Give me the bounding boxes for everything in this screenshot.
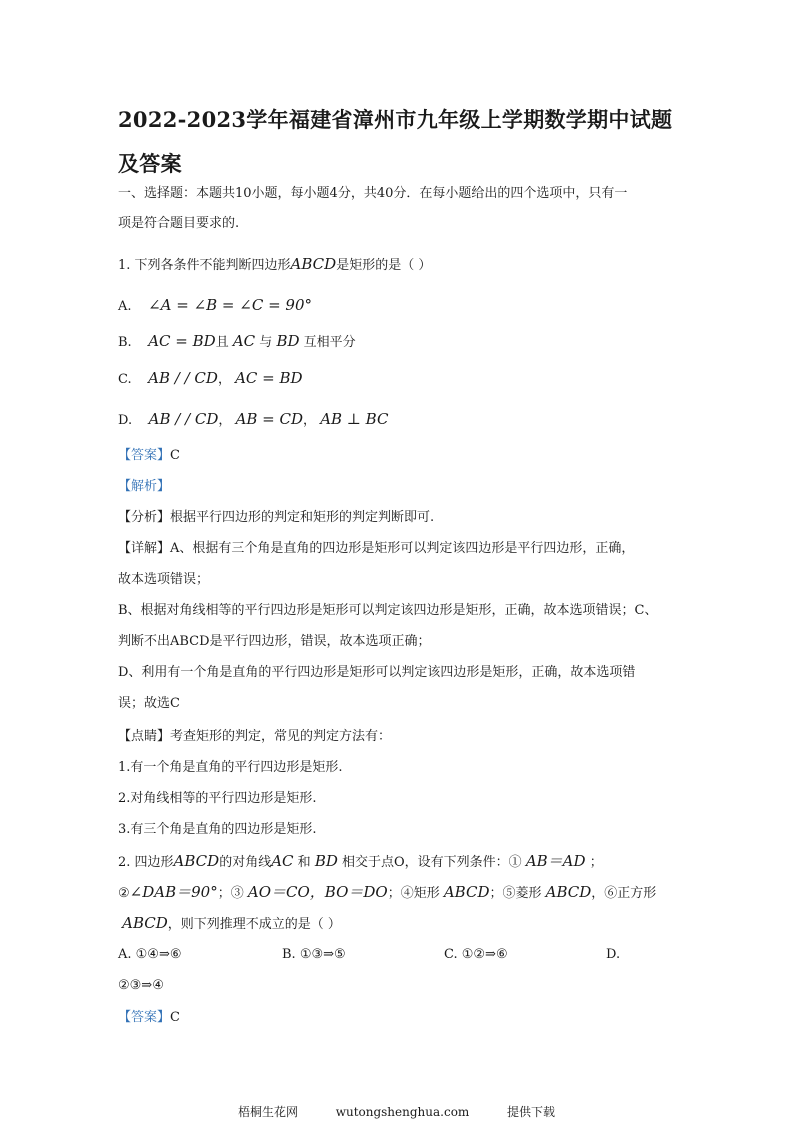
option-math: BD <box>276 332 300 350</box>
q1-detail-1 <box>118 539 634 559</box>
stem-math: ABCD <box>545 883 592 901</box>
q1-option-d <box>118 409 388 431</box>
q2-option-d: D. <box>606 947 621 962</box>
q1-fenxi <box>118 508 434 528</box>
stem-math: AC <box>271 852 294 870</box>
option-math: AB ⊥ BC <box>320 410 389 428</box>
stem-text: ；⑤菱形 <box>489 886 542 901</box>
q2-option-a: A. ①④⇒⑥ <box>118 947 182 962</box>
page-title: 2022-2023学年福建省漳州市九年级上学期数学期中试题及答案 <box>118 107 673 176</box>
stem-text: ； <box>589 855 603 870</box>
stem-math: ABCD <box>443 883 490 901</box>
q1-stem-text: 1. 下列各条件不能判断四边形 <box>118 258 291 273</box>
option-math: AB = CD <box>235 410 304 428</box>
option-math: AB / / CD <box>148 410 219 428</box>
option-text: 与 <box>259 335 273 350</box>
stem-math: BD <box>314 852 338 870</box>
option-label: D. <box>118 413 133 428</box>
q1-analysis-tag: 【解析】 <box>118 479 171 494</box>
option-text: 互相平分 <box>303 335 356 350</box>
answer-value: C <box>170 448 180 463</box>
q2-stem-line-3 <box>118 913 341 935</box>
stem-math: AB＝AD <box>525 852 586 870</box>
q1-detail-6: 误；故选C <box>118 696 180 711</box>
stem-text: 2. 四边形 <box>118 855 174 870</box>
q1-stem-text-end: 是矩形的是（ ） <box>336 258 432 273</box>
q2-option-c: C. ①②⇒⑥ <box>444 947 508 962</box>
stem-text: 和 <box>297 855 311 870</box>
option-text: ， <box>217 372 231 387</box>
dianjing-text: 考查矩形的判定，常见的判定方法有： <box>170 729 392 744</box>
option-math: AC <box>232 332 256 350</box>
q1-option-b <box>118 331 356 353</box>
q2-stem-line-2 <box>118 882 656 904</box>
stem-text: ；③ <box>217 886 244 901</box>
page-footer <box>0 1103 793 1120</box>
option-text: ， <box>218 413 232 428</box>
detail-text: A、根据有三个角是直角的四边形是矩形可以判定该四边形是平行四边形，正确， <box>170 541 635 556</box>
q1-method-3: 3.有三个角是直角的四边形是矩形. <box>118 822 317 837</box>
q1-method-2: 2.对角线相等的平行四边形是矩形. <box>118 791 317 806</box>
q1-option-c <box>118 368 303 390</box>
answer-value: C <box>170 1010 180 1025</box>
footer-site-url[interactable]: wutongshenghua.com <box>335 1105 470 1119</box>
q1-detail-2: 故本选项错误； <box>118 572 210 587</box>
fenxi-text: 根据平行四边形的判定和矩形的判定判断即可. <box>170 510 435 525</box>
q2-stem-line-1 <box>118 851 603 873</box>
stem-text: ；④矩形 <box>387 886 440 901</box>
stem-text: 相交于点O，设有下列条件：① <box>342 855 522 870</box>
answer-tag: 【答案】 <box>118 1010 171 1025</box>
q1-detail-4: 判断不出ABCD是平行四边形，错误，故本选项正确； <box>118 634 431 649</box>
stem-math: ABCD <box>122 914 168 932</box>
option-label: C. <box>118 372 132 387</box>
q1-stem <box>118 254 431 276</box>
fenxi-tag: 【分析】 <box>118 510 171 525</box>
stem-math: ABCD <box>173 852 220 870</box>
q1-dianjing <box>118 727 391 747</box>
footer-note: 提供下载 <box>506 1105 555 1119</box>
option-label: B. <box>118 335 132 350</box>
stem-text: ② <box>118 886 130 901</box>
stem-text: 的对角线 <box>219 855 272 870</box>
stem-math: AO＝CO，BO＝DO <box>247 883 388 901</box>
dianjing-tag: 【点睛】 <box>118 729 171 744</box>
q1-method-1: 1.有一个角是直角的平行四边形是矩形. <box>118 760 343 775</box>
option-math: AC = BD <box>235 369 303 387</box>
stem-text: ，则下列推理不成立的是（ ） <box>167 917 341 932</box>
q2-option-b: B. ①③⇒⑤ <box>282 947 346 962</box>
option-math: AB / / CD <box>148 369 218 387</box>
option-math: AC = BD <box>148 332 216 350</box>
answer-tag: 【答案】 <box>118 448 171 463</box>
q1-option-a <box>118 295 312 317</box>
option-math: ∠A = ∠B = ∠C = 90° <box>148 296 313 314</box>
q2-option-d-content: ②③⇒④ <box>118 978 164 993</box>
q2-answer <box>118 1008 180 1028</box>
option-text: 且 <box>215 335 229 350</box>
q1-detail-3: B、根据对角线相等的平行四边形是矩形可以判定该四边形是矩形，正确，故本选项错误；C、 <box>118 603 658 618</box>
stem-math: ∠DAB＝90° <box>129 883 218 901</box>
section-intro-line-1: 一、选择题：本题共10小题，每小题4分，共40分．在每小题给出的四个选项中，只有一 <box>118 186 628 201</box>
option-label: A. <box>118 299 132 314</box>
footer-site-name: 梧桐生花网 <box>238 1105 299 1119</box>
option-text: ， <box>303 413 317 428</box>
q1-stem-math: ABCD <box>290 255 337 273</box>
detail-tag: 【详解】 <box>118 541 171 556</box>
q1-answer <box>118 446 180 466</box>
q1-detail-5: D、利用有一个角是直角的平行四边形是矩形可以判定该四边形是矩形，正确，故本选项错 <box>118 665 636 680</box>
section-intro-line-2: 项是符合题目要求的. <box>118 216 240 231</box>
stem-text: ，⑥正方形 <box>591 886 657 901</box>
